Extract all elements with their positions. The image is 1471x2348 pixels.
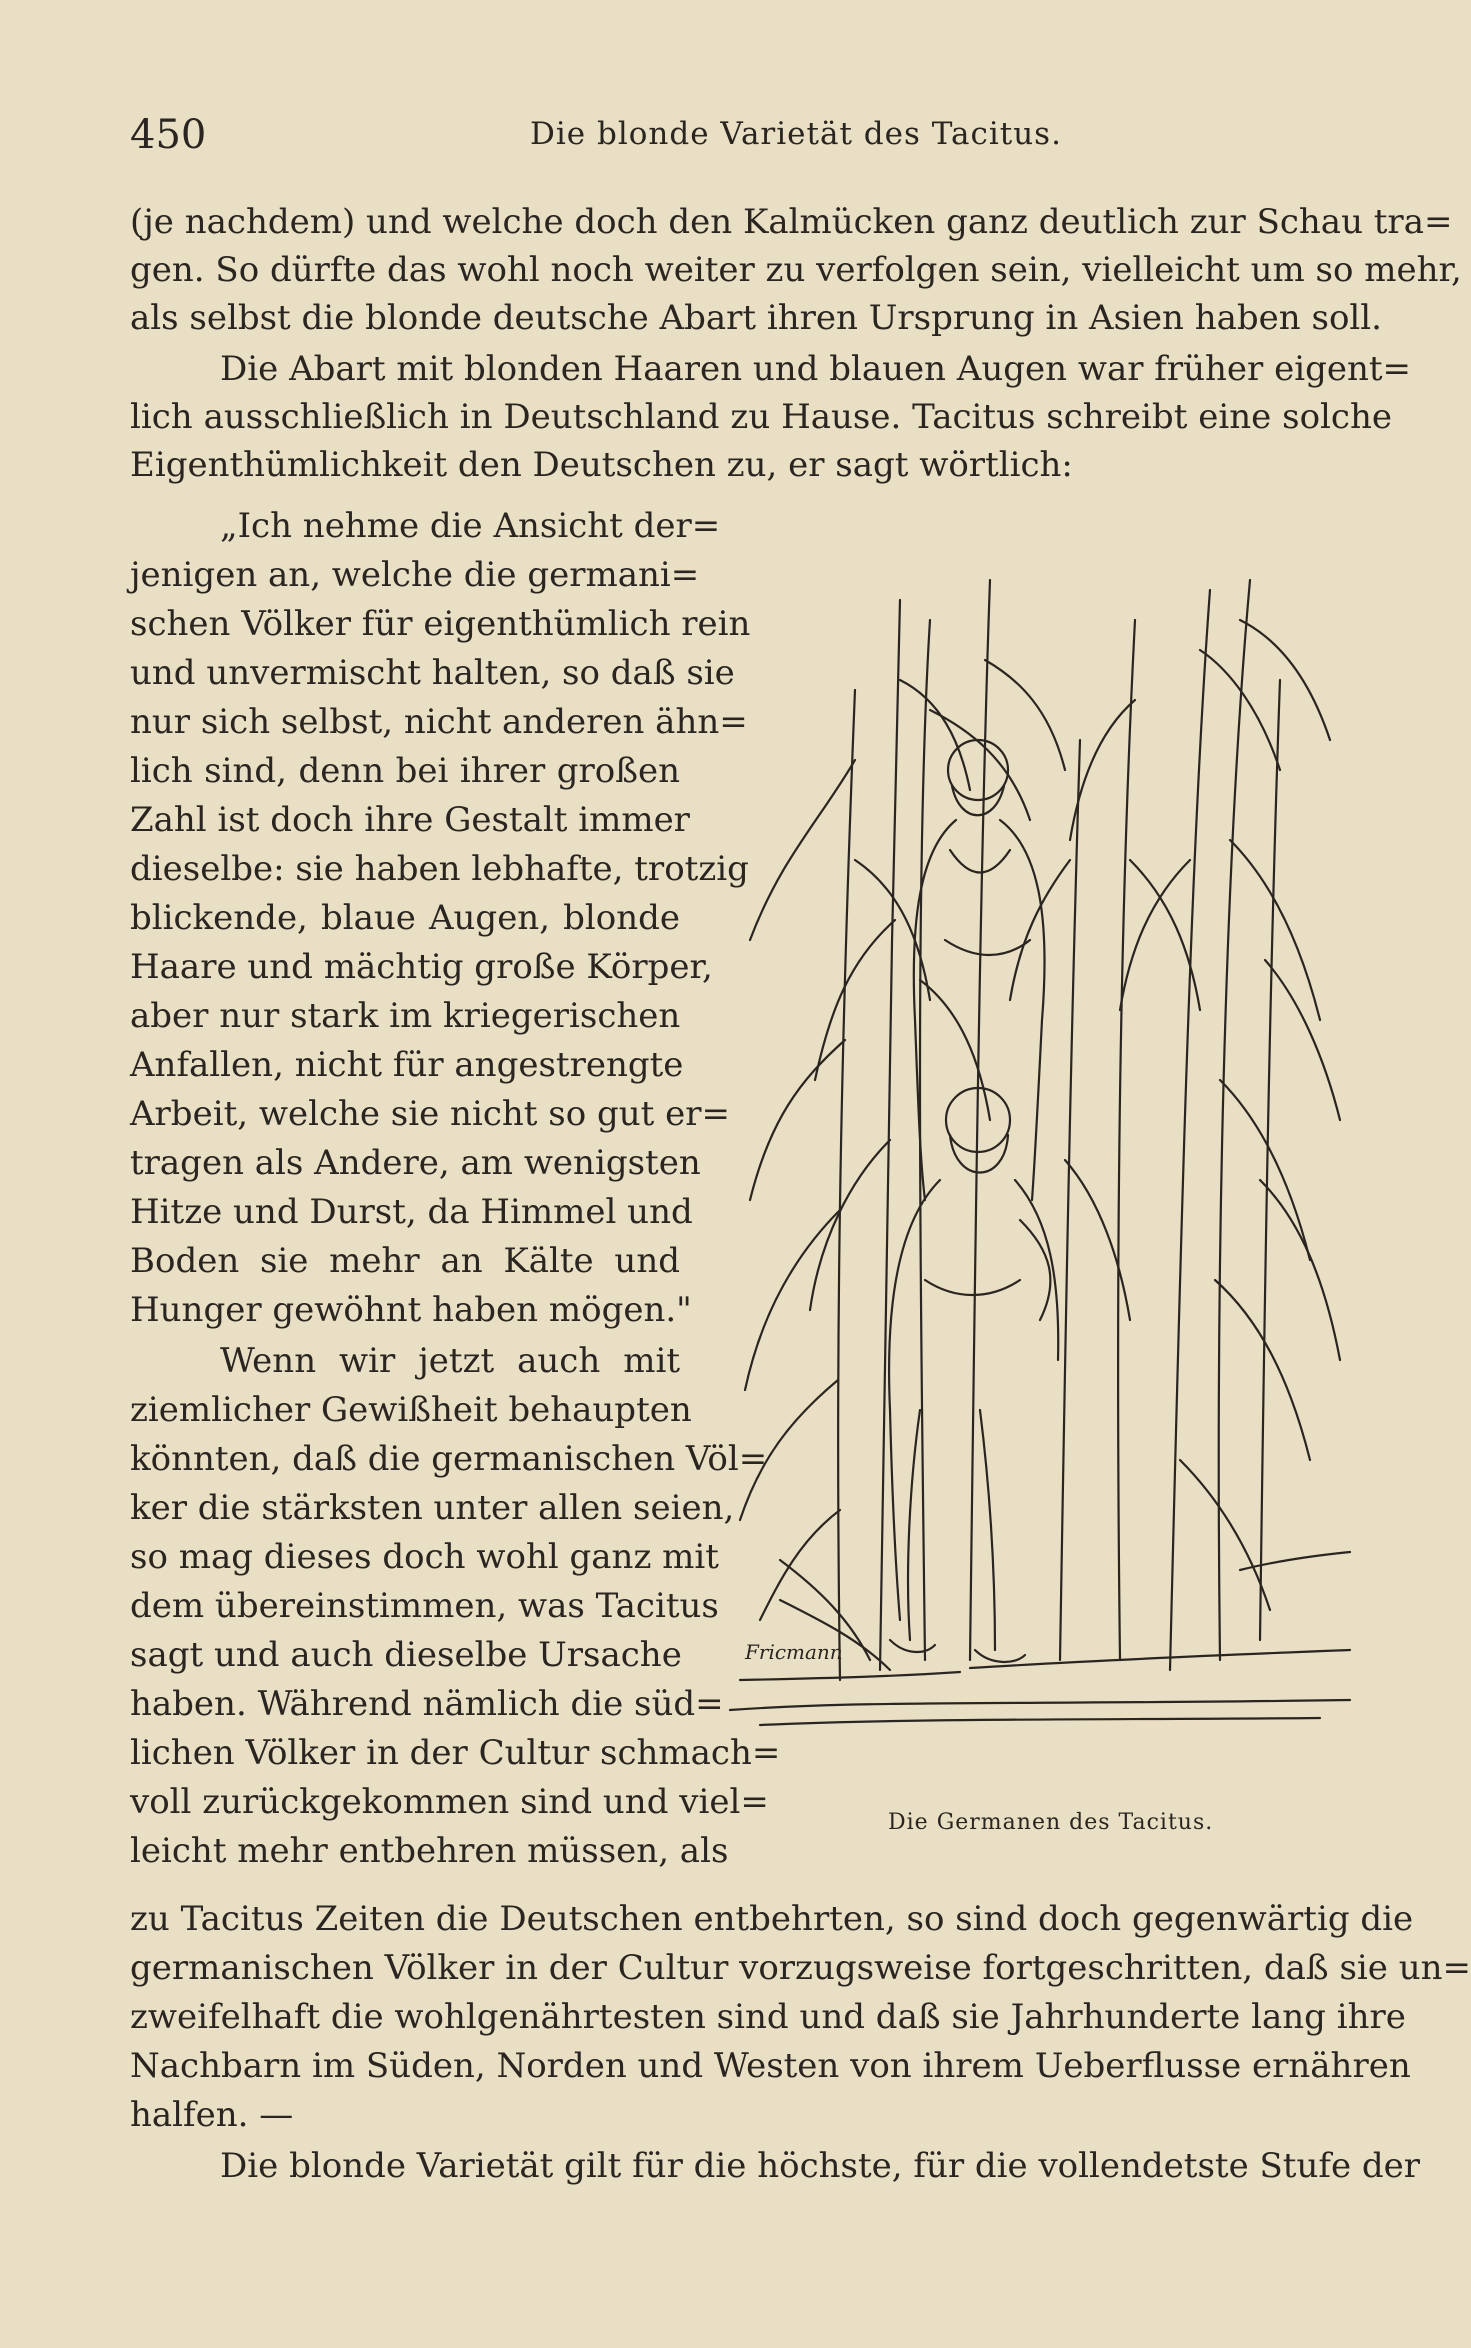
text-line: voll zurückgekommen sind und viel=	[130, 1782, 769, 1822]
text-line: (je nachdem) und welche doch den Kalmücken ganz deutlich zur Schau tra=	[130, 202, 1453, 242]
illustrator-signature: Fricmann	[745, 1640, 843, 1664]
text-line: aber nur stark im kriegerischen	[130, 996, 681, 1036]
text-line: sagt und auch dieselbe Ursache	[130, 1635, 682, 1675]
running-head: Die blonde Varietät des Tacitus.	[530, 116, 1062, 152]
text-line: Arbeit, welche sie nicht so gut er=	[130, 1094, 730, 1134]
text-line: tragen als Andere, am wenigsten	[130, 1143, 701, 1183]
text-line: zweifelhaft die wohlgenährtesten sind und daß sie Jahrhunderte lang ihre	[130, 1997, 1406, 2037]
text-line: Boden sie mehr an Kälte und	[130, 1241, 680, 1281]
text-line: Wenn wir jetzt auch mit	[220, 1341, 680, 1381]
text-line: Zahl ist doch ihre Gestalt immer	[130, 800, 690, 840]
text-line: blickende, blaue Augen, blonde	[130, 898, 680, 938]
text-line: gen. So dürfte das wohl noch weiter zu verfolgen sein, vielleicht um so mehr,	[130, 250, 1462, 290]
text-line: lich sind, denn bei ihrer großen	[130, 751, 680, 791]
text-line: „Ich nehme die Ansicht der=	[220, 506, 721, 546]
text-line: halfen. —	[130, 2095, 294, 2135]
text-line: leicht mehr entbehren müssen, als	[130, 1831, 729, 1871]
figure-caption: Die Germanen des Tacitus.	[888, 1810, 1214, 1835]
text-line: Eigenthümlichkeit den Deutschen zu, er sagt wörtlich:	[130, 445, 1073, 485]
text-line: haben. Während nämlich die süd=	[130, 1684, 724, 1724]
text-line: Nachbarn im Süden, Norden und Westen von ihrem Ueberflusse ernähren	[130, 2046, 1411, 2086]
text-line: Die blonde Varietät gilt für die höchste, für die vollendetste Stufe der	[220, 2146, 1421, 2186]
corn-stalks	[838, 580, 1280, 1680]
text-line: jenigen an, welche die germani=	[130, 555, 700, 595]
text-line: germanischen Völker in der Cultur vorzugsweise fortgeschritten, daß sie un=	[130, 1948, 1471, 1988]
text-line: dieselbe: sie haben lebhafte, trotzig	[130, 849, 749, 889]
text-line: und unvermischt halten, so daß sie	[130, 653, 735, 693]
page-number: 450	[130, 112, 207, 158]
text-line: Hunger gewöhnt haben mögen."	[130, 1290, 692, 1330]
text-line: zu Tacitus Zeiten die Deutschen entbehrten, so sind doch gegenwärtig die	[130, 1899, 1414, 1939]
illustration-germanen	[720, 560, 1360, 1760]
corn-leaves	[740, 620, 1340, 1670]
text-line: Anfallen, nicht für angestrengte	[130, 1045, 684, 1085]
text-line: Die Abart mit blonden Haaren und blauen Augen war früher eigent=	[220, 349, 1412, 389]
text-line: Hitze und Durst, da Himmel und	[130, 1192, 693, 1232]
text-line: nur sich selbst, nicht anderen ähn=	[130, 702, 748, 742]
text-line: lich ausschließlich in Deutschland zu Hause. Tacitus schreibt eine solche	[130, 397, 1392, 437]
text-line: ziemlicher Gewißheit behaupten	[130, 1390, 692, 1430]
text-line: als selbst die blonde deutsche Abart ihren Ursprung in Asien haben soll.	[130, 298, 1382, 338]
text-line: so mag dieses doch wohl ganz mit	[130, 1537, 719, 1577]
text-line: schen Völker für eigenthümlich rein	[130, 604, 751, 644]
text-line: könnten, daß die germanischen Völ=	[130, 1439, 768, 1479]
text-line: dem übereinstimmen, was Tacitus	[130, 1586, 719, 1626]
text-line: lichen Völker in der Cultur schmach=	[130, 1733, 781, 1773]
text-line: Haare und mächtig große Körper,	[130, 947, 713, 987]
page-header	[130, 112, 1410, 168]
text-line: ker die stärksten unter allen seien,	[130, 1488, 735, 1528]
